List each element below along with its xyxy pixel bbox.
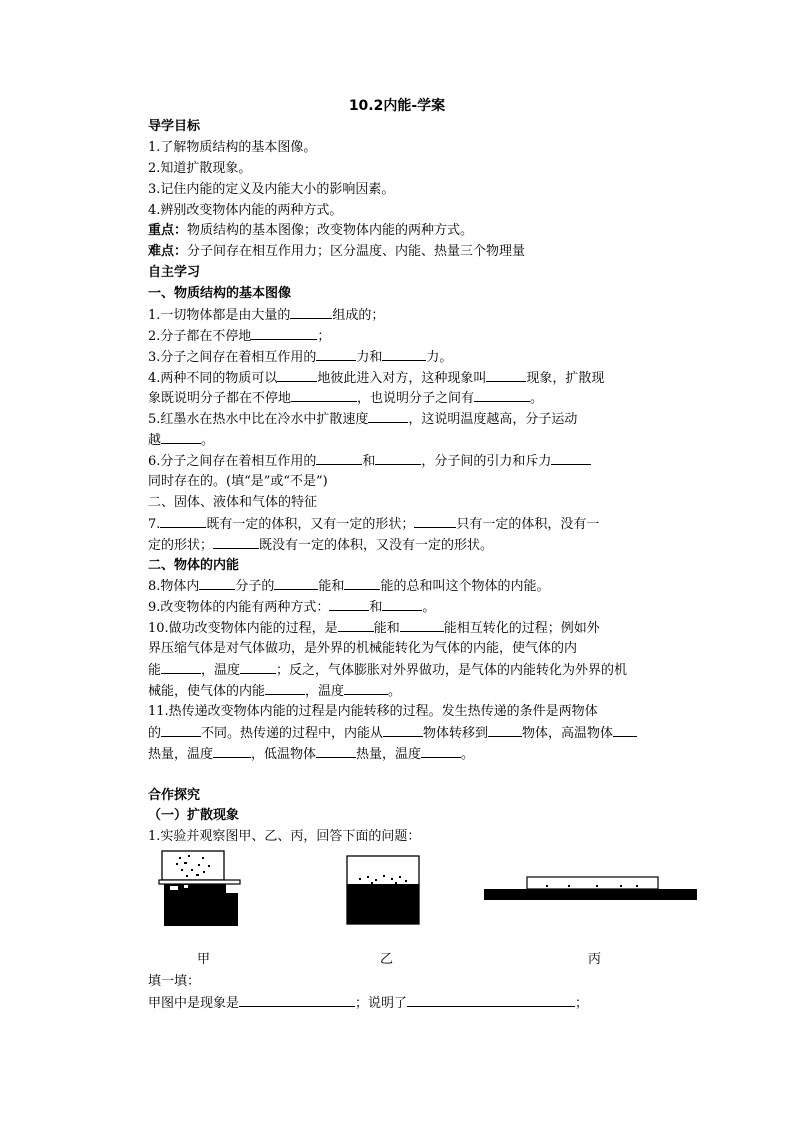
figure-label-jia: 甲 xyxy=(197,952,211,967)
question-6-cont: 同时存在的。(填“是”或“不是”) xyxy=(148,474,328,489)
figure-label-yi: 乙 xyxy=(380,952,394,967)
gas-particles xyxy=(176,855,210,877)
question-3: 3.分子之间存在着相互作用的 力和 力。 xyxy=(148,347,452,368)
blank[interactable] xyxy=(290,305,332,319)
goal-item: 2.知道扩散现象。 xyxy=(148,161,252,176)
blank[interactable] xyxy=(291,388,357,402)
blank[interactable] xyxy=(161,660,201,674)
question-8: 8.物体内 分子的 能和 能的总和叫这个物体的内能。 xyxy=(148,576,549,597)
question-4-cont: 象既说明分子都在不停地 ，也说明分子之间有 。 xyxy=(148,388,543,409)
fill-question: 甲图中是现象是 ；说明了 ； xyxy=(148,993,588,1014)
blank[interactable] xyxy=(414,514,456,528)
figure-yi xyxy=(345,854,423,926)
blank[interactable] xyxy=(239,993,355,1007)
figure-label-bing: 丙 xyxy=(588,952,602,967)
section1-heading: 一、物质结构的基本图像 xyxy=(148,286,292,301)
glass-plate xyxy=(159,880,240,884)
goals-heading: 导学目标 xyxy=(148,119,201,134)
liquid xyxy=(347,884,419,924)
question-4: 4.两种不同的物质可以 地彼此进入对方，这种现象叫 现象，扩散现 xyxy=(148,368,604,389)
figure-jia xyxy=(158,848,244,928)
key-points xyxy=(148,221,473,241)
goal-item: 1.了解物质结构的基本图像。 xyxy=(148,140,317,155)
blank[interactable] xyxy=(213,535,259,549)
blank[interactable] xyxy=(421,744,461,758)
blank[interactable] xyxy=(338,618,374,632)
key-points-text: 物质结构的基本图像；改变物体内能的两种方式。 xyxy=(187,223,474,238)
blank[interactable] xyxy=(213,744,251,758)
blank[interactable] xyxy=(161,723,201,737)
section3-heading: 二、物体的内能 xyxy=(148,558,240,573)
blank[interactable] xyxy=(382,347,426,361)
question-10-cont: 能 ，温度 ；反之，气体膨胀对外界做功，是气体的内能转化为外界的机 xyxy=(148,660,627,681)
goal-item: 4.辨别改变物体内能的两种方式。 xyxy=(148,203,343,218)
blank[interactable] xyxy=(613,723,637,737)
question-11: 11.热传递改变物体内能的过程是内能转移的过程。发生热传递的条件是两物体 xyxy=(148,704,598,719)
cooperation-heading: 合作探究 xyxy=(148,788,201,803)
blank[interactable] xyxy=(344,681,388,695)
blank[interactable] xyxy=(407,993,575,1007)
question-9: 9.改变物体的内能有两种方式： 和 。 xyxy=(148,597,435,618)
question-1: 1.一切物体都是由大量的 组成的； xyxy=(148,305,384,326)
blank[interactable] xyxy=(486,368,526,382)
key-points-label: 重点： xyxy=(148,223,188,238)
blank[interactable] xyxy=(161,430,201,444)
section2-heading: 二、固体、液体和气体的特征 xyxy=(148,495,318,510)
blank[interactable] xyxy=(316,451,362,465)
blank[interactable] xyxy=(316,744,356,758)
diffusion-subheading: （一）扩散现象 xyxy=(148,808,240,823)
blank[interactable] xyxy=(474,388,530,402)
blank[interactable] xyxy=(329,597,369,611)
question-10-cont: 械能，使气体的内能 ，温度 。 xyxy=(148,681,401,702)
question-7-cont: 定的形状； 既没有一定的体积，又没有一定的形状。 xyxy=(148,535,493,556)
upper-jar xyxy=(162,851,224,880)
question-11-cont: 热量，温度 ，低温物体 热量，温度 。 xyxy=(148,744,474,765)
difficult-points-label: 难点： xyxy=(148,244,188,259)
lower-jar xyxy=(164,893,238,926)
question-6: 6.分子之间存在着相互作用的 和 ，分子间的引力和斥力 xyxy=(148,451,591,472)
blank[interactable] xyxy=(344,576,380,590)
blank[interactable] xyxy=(277,368,317,382)
lower-block xyxy=(484,889,697,900)
blank[interactable] xyxy=(316,347,356,361)
upper-block xyxy=(527,877,658,889)
blank[interactable] xyxy=(274,576,318,590)
blank[interactable] xyxy=(382,597,422,611)
blank[interactable] xyxy=(368,409,408,423)
experiment-instruction: 1.实验并观察图甲、乙、丙，回答下面的问题： xyxy=(148,829,421,844)
difficult-points-text: 分子间存在相互作用力；区分温度、内能、热量三个物理量 xyxy=(187,244,526,259)
question-11-cont: 的 不同。热传递的过程中，内能从 物体转移到 物体，高温物体 xyxy=(148,723,637,744)
blank[interactable] xyxy=(400,618,444,632)
question-10-cont: 界压缩气体是对气体做功，是外界的机械能转化为气体的内能，使气体的内 xyxy=(148,641,578,656)
blank[interactable] xyxy=(551,451,591,465)
blank[interactable] xyxy=(488,723,522,737)
question-2: 2.分子都在不停地 ； xyxy=(148,326,330,347)
question-7: 7. 既有一定的体积，又有一定的形状； 只有一定的体积，没有一 xyxy=(148,514,599,535)
blank[interactable] xyxy=(375,451,421,465)
fill-heading: 填一填： xyxy=(148,974,201,989)
blank[interactable] xyxy=(251,326,317,340)
blank[interactable] xyxy=(383,723,423,737)
blank[interactable] xyxy=(265,681,305,695)
self-study-heading: 自主学习 xyxy=(148,265,201,280)
blank[interactable] xyxy=(199,576,235,590)
question-5-cont: 越 。 xyxy=(148,430,214,451)
question-5: 5.红墨水在热水中比在冷水中扩散速度 ，这说明温度越高，分子运动 xyxy=(148,409,577,430)
difficult-points xyxy=(148,242,525,262)
blank[interactable] xyxy=(240,660,276,674)
page-title: 10.2内能-学案 xyxy=(348,98,446,114)
question-10: 10.做功改变物体内能的过程，是 能和 能相互转化的过程；例如外 xyxy=(148,618,600,639)
blank[interactable] xyxy=(160,514,206,528)
ink-particles xyxy=(359,875,407,884)
figure-bing xyxy=(484,875,698,903)
goal-item: 3.记住内能的定义及内能大小的影响因素。 xyxy=(148,182,395,197)
